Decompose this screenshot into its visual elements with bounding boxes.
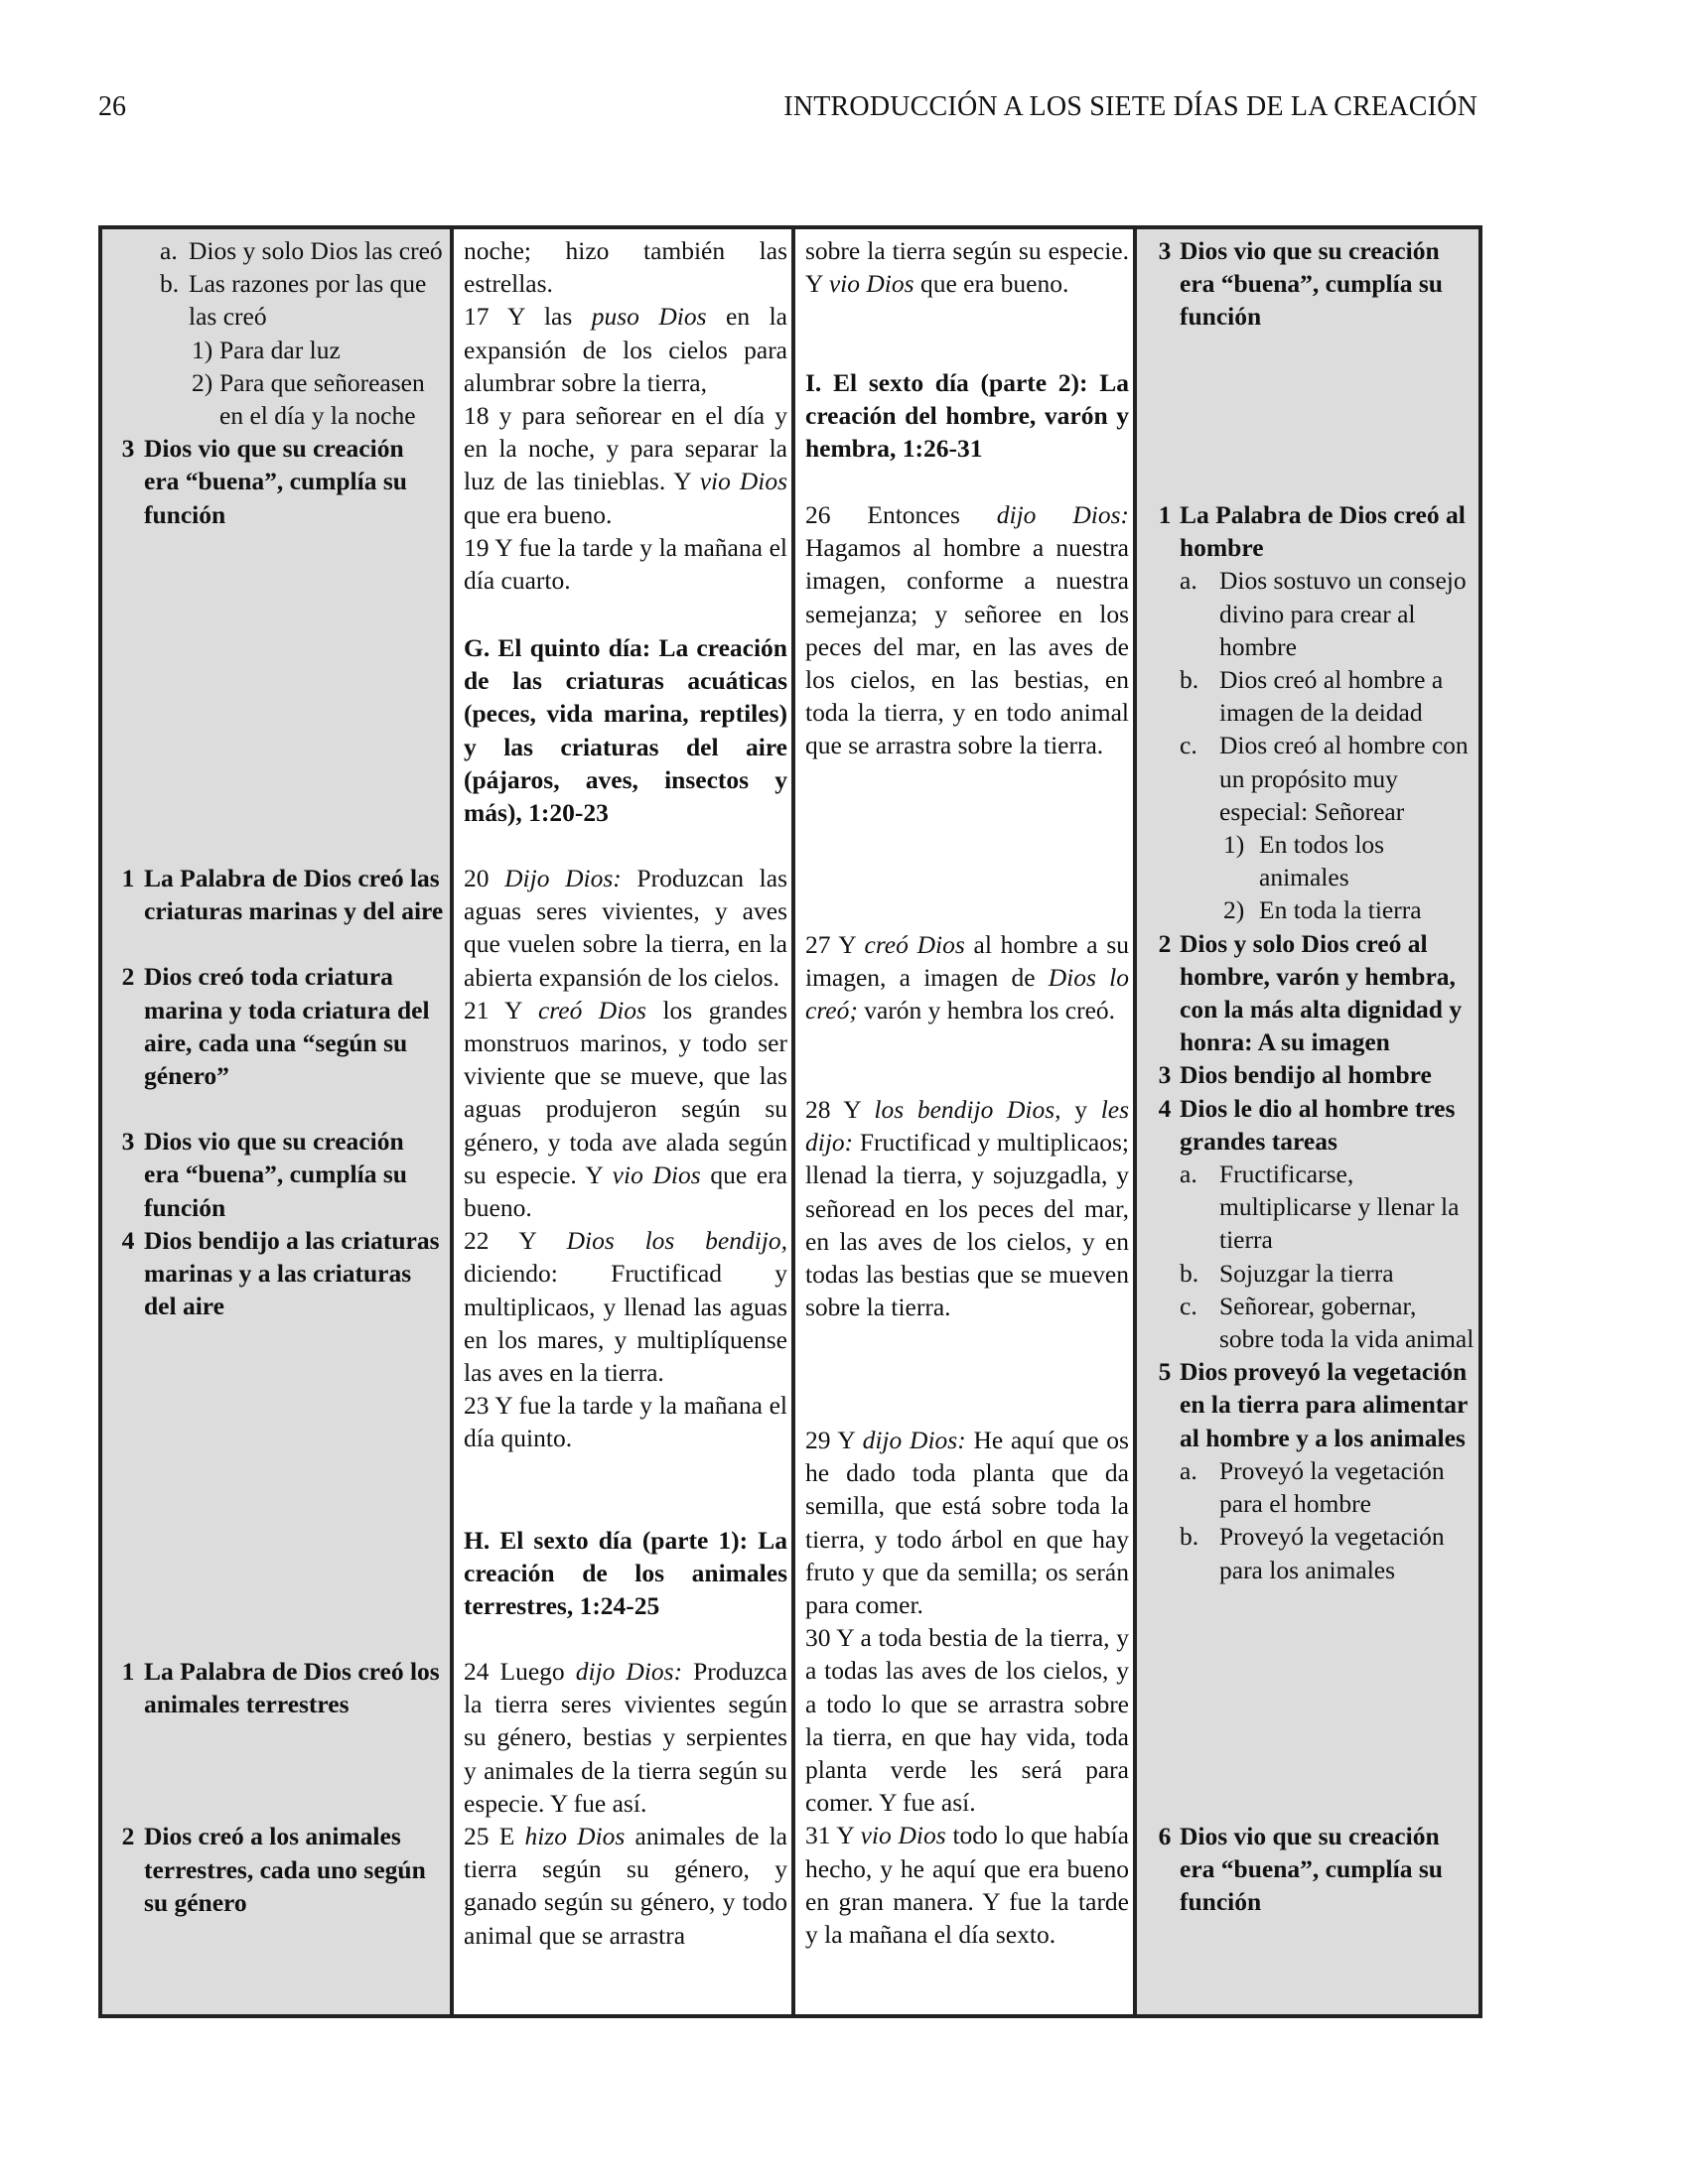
verse-italic: creó Dios (537, 995, 646, 1024)
item-label: a. (1180, 1160, 1197, 1189)
verse-italic: creó Dios (864, 930, 965, 959)
verse-text: 17 Y las (464, 302, 592, 332)
point-text: Dios bendijo a las criaturas marinas y a las criaturas del aire (144, 1225, 440, 1321)
scripture-block-1 (464, 234, 787, 597)
verse-italic: Dios lo creó; (805, 963, 1129, 1025)
verse-text: 28 Y (805, 1095, 875, 1124)
item-text: Dios y solo Dios las creó (189, 236, 443, 265)
outline-item-a (112, 234, 444, 267)
verse-20 (464, 862, 787, 994)
point-text: La Palabra de Dios creó al hombre (1180, 500, 1466, 563)
verse-text: los grandes monstruos marinos, y todo ser viviente que se mueve, que las aguas produjeron según su género, y toda ave alada según su especie. Y (464, 995, 787, 1189)
point-number: 3 (121, 434, 135, 464)
verse-text: 18 y para señorear en el día y en la noche, y para separar la luz de las tinieblas. Y (464, 401, 787, 496)
outline-table (98, 225, 1482, 2018)
verse-25 (464, 1820, 787, 1952)
verse-text: que era bueno. (914, 269, 1069, 299)
verse-text: He aquí que os he dado toda planta que da semilla, que está sobre toda la tierra, y todo árbol en que hay fruto y que da semilla; os serán para comer. (805, 1426, 1129, 1620)
section-heading-g: G. El quinto día: La creación de las criaturas acuáticas (peces, vida marina, reptiles) y las criaturas del aire (pájaros, aves, insectos y más), 1:20-23 (464, 633, 787, 828)
point-number: 2 (1158, 928, 1172, 958)
verse-text: 20 (464, 864, 505, 892)
verse-text: 26 Entonces (805, 500, 997, 529)
verse-28 (805, 1093, 1129, 1323)
verse-19: 19 Y fue la tarde y la mañana el día cuarto. (464, 532, 787, 596)
point-text: Dios vio que su creación era “buena”, cumplía su función (1180, 236, 1443, 332)
outline-point-i5 (1149, 1355, 1475, 1454)
item-label: 2) (192, 367, 213, 397)
outline-point-g4 (112, 1224, 444, 1323)
item-label: b. (1180, 1522, 1199, 1552)
verse-text: 22 Y (464, 1226, 567, 1256)
point-text: Dios proveyó la vegetación en la tierra para alimentar al hombre y a los animales (1180, 1357, 1468, 1452)
verse-26 (805, 498, 1129, 762)
outline-item-b2 (112, 366, 444, 432)
item-text: En toda la tierra (1259, 895, 1422, 925)
verse-text: 21 Y (464, 995, 538, 1024)
outline-item-i5b (1180, 1520, 1475, 1585)
item-text: En todos los animales (1259, 830, 1385, 892)
verse-italic: les dijo: (805, 1095, 1130, 1158)
verse-24 (464, 1655, 787, 1820)
verse-text: 29 Y (805, 1426, 863, 1454)
outline-item-b1 (112, 334, 444, 366)
verse-text: 25 E (464, 1822, 525, 1851)
verse-text: 31 Y (805, 1821, 861, 1850)
outline-item-i1c (1180, 729, 1475, 828)
section-heading-i: I. El sexto día (parte 2): La creación del hombre, varón y hembra, 1:26-31 (805, 368, 1129, 464)
item-label: b. (1180, 665, 1199, 695)
point-text: La Palabra de Dios creó las criaturas marinas y del aire (144, 864, 444, 926)
item-text: Fructificarse, multiplicarse y llenar la tierra (1219, 1160, 1460, 1255)
outline-point-h2 (112, 1820, 444, 1919)
outline-point-i1 (1149, 498, 1475, 564)
verse-italic: Dios los bendijo, (566, 1226, 787, 1256)
section-heading-h: H. El sexto día (parte 1): La creación de los animales terrestres, 1:24-25 (464, 1526, 787, 1621)
item-text: Para dar luz (219, 335, 341, 364)
outline-column-left (102, 229, 454, 2014)
point-number: 3 (1158, 1060, 1172, 1090)
item-text: Dios sostuvo un consejo divino para crear al hombre (1219, 566, 1467, 661)
verse-text: Produzcan las aguas seres vivientes, y aves que vuelen sobre la tierra, en la abierta expansión de los cielos. (464, 864, 788, 992)
item-text: Dios creó al hombre a imagen de la deidad (1219, 665, 1444, 728)
verse-text: todo lo que había hecho, y he aquí que era bueno en gran manera. Y fue la tarde y la mañana el día sexto. (805, 1821, 1129, 1950)
outline-block-end-h (1149, 234, 1475, 334)
outline-item-i4b (1180, 1257, 1475, 1290)
verse-25-continuation (805, 234, 1129, 300)
point-text: Dios le dio al hombre tres grandes tareas (1180, 1093, 1456, 1156)
outline-column-right (1137, 229, 1478, 2014)
point-text: Dios vio que su creación era “buena”, cumplía su función (1180, 1822, 1443, 1917)
verse-text: sobre la tierra según su especie. Y (805, 236, 1129, 299)
verse-21 (464, 994, 787, 1224)
verse-text: 24 Luego (464, 1657, 576, 1686)
outline-point-i2 (1149, 927, 1475, 1059)
verse-italic: Dijo Dios: (504, 864, 622, 892)
point-number: 3 (1158, 236, 1172, 265)
verse-30: 30 Y a toda bestia de la tierra, y a todas las aves de los cielos, y a todo lo que se arrastra sobre la tierra, en que hay vida, toda planta verde les será para comer. Y fue así. (805, 1623, 1129, 1818)
outline-point-i4 (1149, 1092, 1475, 1158)
item-label: c. (1180, 731, 1197, 760)
verse-text: en la expansión de los cielos para alumbrar sobre la tierra, (464, 302, 787, 397)
verse-italic: dijo Dios: (575, 1657, 683, 1686)
outline-point-h1 (112, 1655, 444, 1720)
verse-italic: vio Dios (699, 467, 788, 496)
verse-italic: los bendijo Dios, (874, 1095, 1061, 1124)
verse-italic: dijo Dios: (996, 500, 1129, 529)
scripture-column-center-right (795, 229, 1137, 2014)
outline-point-g1 (112, 862, 444, 927)
outline-point-h3 (1149, 234, 1475, 334)
page-number: 26 (98, 91, 126, 122)
verse-text: varón y hembra los creó. (857, 996, 1116, 1025)
point-text: Dios vio que su creación era “buena”, cumplía su función (144, 434, 407, 529)
item-text: Sojuzgar la tierra (1219, 1258, 1394, 1288)
point-text: La Palabra de Dios creó los animales terrestres (144, 1657, 440, 1719)
item-label: a. (1180, 1455, 1197, 1485)
outline-item-i4a (1180, 1158, 1475, 1257)
verse-italic: puso Dios (591, 302, 707, 332)
item-label: a. (1180, 566, 1197, 596)
verse-17 (464, 300, 787, 399)
scripture-block-3 (464, 1655, 787, 1952)
point-number: 5 (1158, 1357, 1172, 1387)
point-number: 2 (121, 962, 135, 992)
outline-point-g2 (112, 960, 444, 1092)
point-text: Dios creó a los animales terrestres, cada uno según su género (144, 1822, 426, 1917)
item-text: Las razones por las que las creó (189, 269, 427, 332)
item-text: Proveyó la vegetación para los animales (1219, 1522, 1445, 1584)
outline-item-i1c2 (1180, 893, 1475, 926)
verse-text: que era bueno. (464, 499, 613, 529)
verse-text: al hombre a su imagen, a imagen de (805, 930, 1129, 993)
outline-point-i3 (1149, 1058, 1475, 1091)
verse-31 (805, 1819, 1129, 1951)
verse-text: y (1060, 1095, 1101, 1124)
outline-item-i5a (1180, 1454, 1475, 1520)
verse-text: Fructificad y multiplicaos; llenad la tierra, y sojuzgadla, y señoread en los peces del mar, en las aves de los cielos, y en todas las bestias que se mueven sobre la tierra. (805, 1128, 1129, 1322)
point-text: Dios vio que su creación era “buena”, cumplía su función (144, 1127, 407, 1222)
verse-text: Produzca la tierra seres vivientes según su género, bestias y serpientes y animales de la tierra según su especie. Y fue así. (464, 1657, 787, 1818)
point-text: Dios y solo Dios creó al hombre, varón y hembra, con la más alta dignidad y honra: A su imagen (1180, 928, 1463, 1057)
item-label: c. (1180, 1291, 1197, 1320)
item-text: Proveyó la vegetación para el hombre (1219, 1455, 1445, 1519)
verse-23: 23 Y fue la tarde y la mañana el día quinto. (464, 1391, 787, 1453)
outline-block-i (1149, 498, 1475, 1586)
point-number: 1 (1158, 500, 1172, 529)
running-title: INTRODUCCIÓN A LOS SIETE DÍAS DE LA CREACIÓN (783, 91, 1477, 122)
point-number: 1 (121, 1657, 135, 1686)
outline-item-i1a (1180, 564, 1475, 663)
item-label: b. (160, 269, 180, 299)
verse-text: Hagamos al hombre a nuestra imagen, conforme a nuestra semejanza; y señoree en los peces del mar, en las aves de los cielos, en las bestias, en toda la tierra, y en todo animal que se arrastra sobre la tierra. (805, 533, 1129, 760)
point-number: 4 (121, 1225, 135, 1255)
verse-27 (805, 928, 1129, 1027)
item-label: a. (160, 236, 178, 265)
verse-continuation: noche; hizo también las estrellas. (464, 236, 787, 299)
verse-29 (805, 1424, 1129, 1621)
item-label: 1) (1223, 830, 1245, 860)
outline-block-h (112, 1655, 444, 1919)
scripture-column-center-left (454, 229, 795, 2014)
scripture-block-29-31 (805, 1424, 1129, 1951)
verse-italic: vio Dios (828, 269, 914, 299)
point-number: 3 (121, 1127, 135, 1157)
outline-block-i6 (1149, 1820, 1475, 1919)
verse-text: que era bueno. (464, 1160, 788, 1223)
verse-text: diciendo: Fructificad y multiplicaos, y llenad las aguas en los mares, y multiplíquense las aves en la tierra. (464, 1259, 787, 1388)
verse-italic: hizo Dios (524, 1822, 626, 1851)
verse-italic: dijo Dios: (862, 1426, 966, 1454)
outline-item-b (112, 267, 444, 333)
item-text: Para que señoreasen en el día y la noche (219, 367, 425, 431)
verse-italic: vio Dios (612, 1160, 701, 1189)
scripture-block-2 (464, 862, 787, 1455)
item-text: Dios creó al hombre con un propósito muy especial: Señorear (1219, 731, 1469, 826)
verse-text: animales de la tierra según su género, y ganado según su género, y todo animal que se arrastra (464, 1822, 787, 1950)
point-text: Dios bendijo al hombre (1180, 1060, 1432, 1090)
point-number: 2 (121, 1822, 135, 1851)
outline-block-f (112, 234, 444, 531)
item-label: b. (1180, 1258, 1199, 1288)
outline-item-i1c1 (1180, 828, 1475, 893)
point-number: 1 (121, 864, 135, 892)
outline-block-g (112, 862, 444, 1322)
outline-point-g3 (112, 1125, 444, 1224)
verse-text: 27 Y (805, 930, 865, 959)
verse-18 (464, 399, 787, 531)
verse-22 (464, 1224, 787, 1389)
item-text: Señorear, gobernar, sobre toda la vida animal (1219, 1291, 1475, 1354)
outline-item-i1b (1180, 663, 1475, 729)
outline-item-i4c (1180, 1290, 1475, 1355)
point-number: 6 (1158, 1822, 1172, 1850)
item-label: 2) (1223, 895, 1245, 925)
item-label: 1) (192, 335, 213, 364)
verse-italic: vio Dios (860, 1821, 946, 1850)
point-text: Dios creó toda criatura marina y toda criatura del aire, cada una “según su género” (144, 962, 430, 1091)
point-number: 4 (1158, 1093, 1172, 1123)
outline-point-3 (112, 432, 444, 531)
outline-point-i6 (1149, 1820, 1475, 1919)
